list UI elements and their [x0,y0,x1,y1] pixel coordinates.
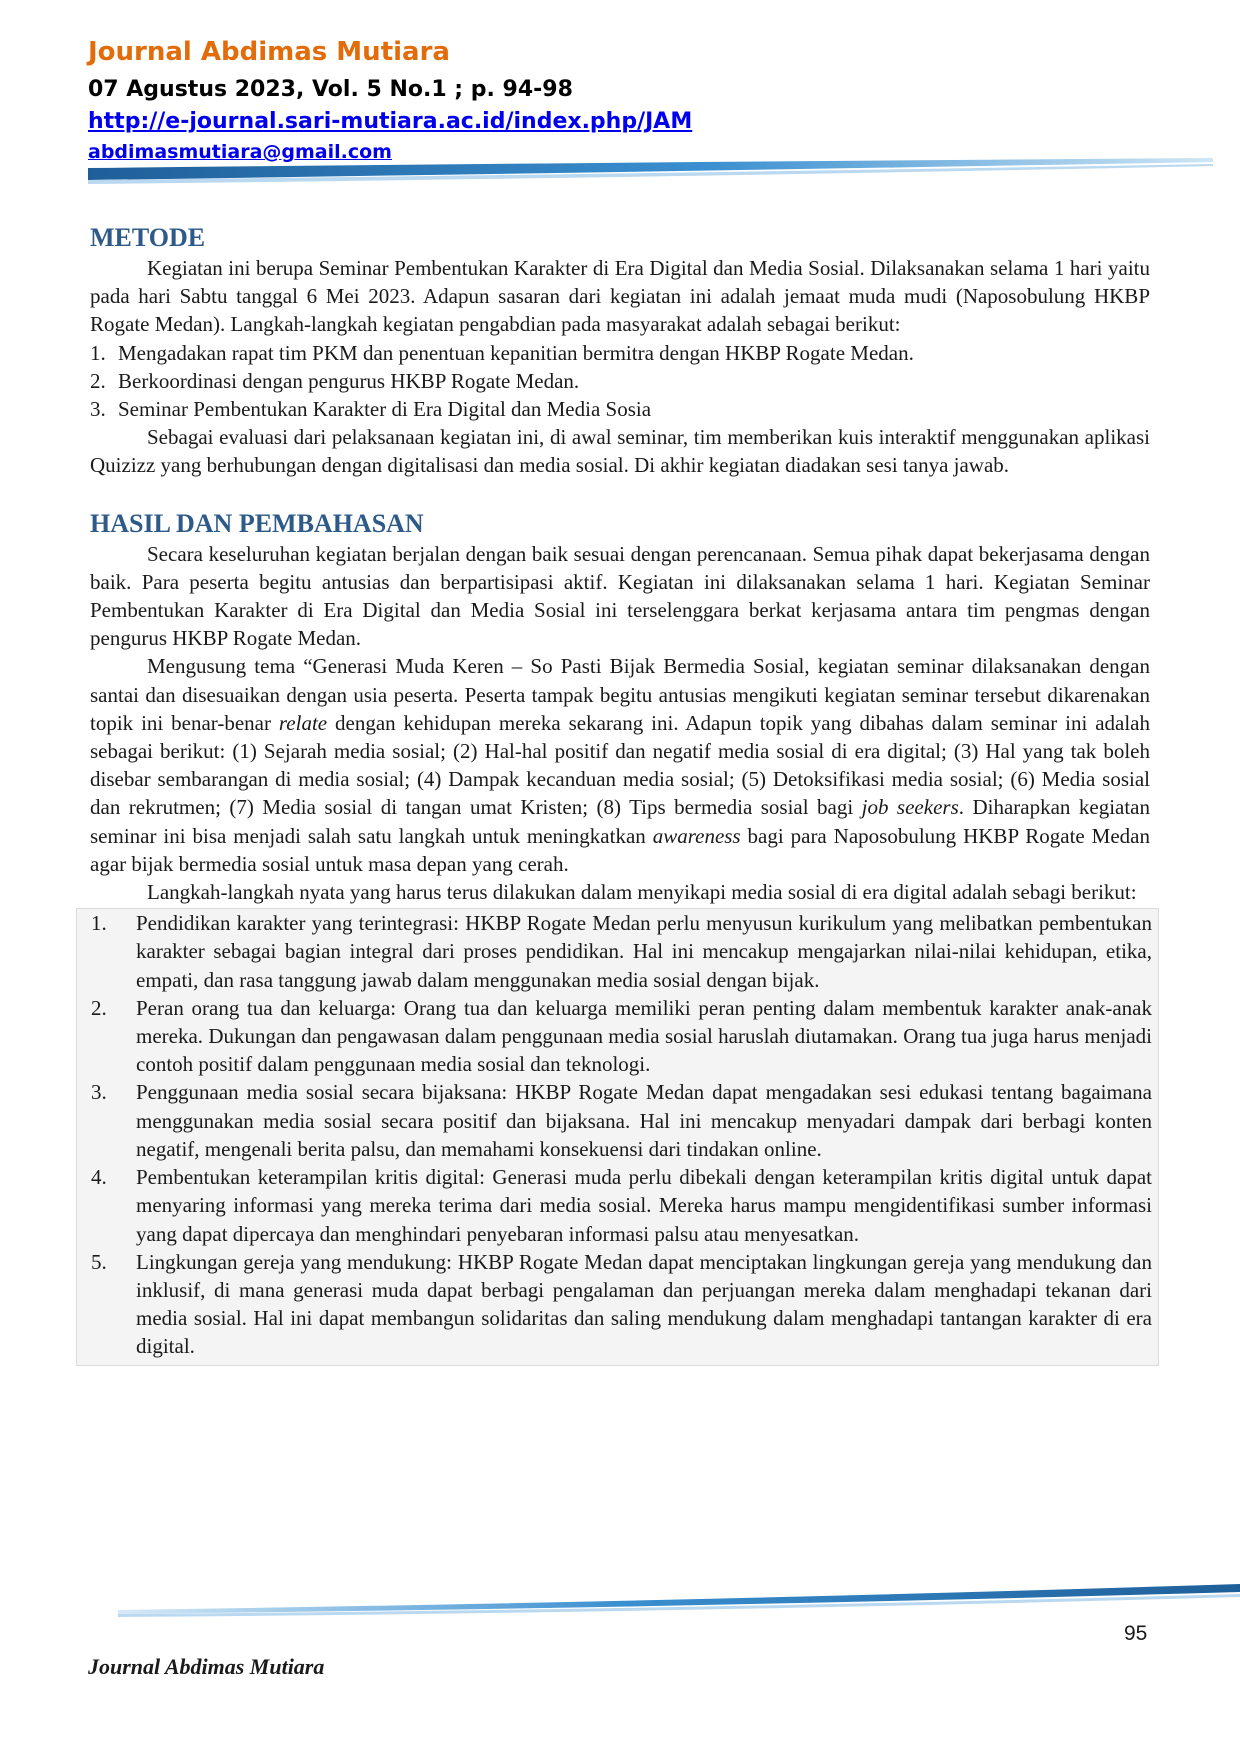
list-item [90,395,1150,423]
article-body [90,222,1150,1366]
list-number: 1. [90,340,106,365]
section-heading-hasil: HASIL DAN PEMBAHASAN [90,508,424,538]
metode-intro: Kegiatan ini berupa Seminar Pembentukan Karakter di Era Digital dan Media Sosial. Dilaksanakan selama 1 hari yaitu pada hari Sabtu tanggal 6 Mei 2023. Adapun sasaran dari kegiatan ini adalah jemaat muda mudi (Naposobulung HKBP Rogate Medan). Langkah-langkah kegiatan pengabdian pada masyarakat adalah sebagai berikut: [90,256,1150,337]
hasil-paragraph-3: Langkah-langkah nyata yang harus terus dilakukan dalam menyikapi media sosial di era digital adalah sebagi berikut: [147,880,1137,905]
list-number: 4. [91,1165,107,1190]
list-text: Lingkungan gereja yang mendukung: HKBP Rogate Medan dapat menciptakan lingkungan gereja yang mendukung dan inklusif, di mana generasi muda dapat berbagi pengalaman dan perjuangan mereka dalam menghadapi tekanan dari media sosial. Hal ini dapat membangun solidaritas dan saling mendukung dalam menghadapi tantangan karakter di era digital. [136,1249,1152,1359]
list-number: 3. [91,1080,107,1105]
italic-term: awareness [652,823,741,848]
list-item [77,994,1158,1079]
list-number: 2. [91,995,107,1020]
list-number: 1. [91,911,107,936]
list-item [77,1248,1158,1361]
list-item [90,367,1150,395]
journal-title: Journal Abdimas Mutiara [88,37,450,67]
list-text: Pendidikan karakter yang terintegrasi: HKBP Rogate Medan perlu menyusun kurikulum yang melibatkan pembentukan karakter sebagai bagian integral dari proses pendidikan. Hal ini mencakup mengajarkan nilai-nilai kehidupan, etika, empati, dan rasa tanggung jawab dalam menggunakan media sosial dengan bijak. [136,911,1152,992]
list-number: 2. [90,368,106,393]
hasil-paragraph-2: Mengusung tema “Generasi Muda Keren – So Pasti Bijak Bermedia Sosial, kegiatan seminar dilaksanakan dengan santai dan disesuaikan dengan usia peserta. Peserta tampak begitu antusias mengikuti kegiatan seminar tersebut dikarenakan topik ini benar-benar relate dengan kehidupan mereka sekarang ini. Adapun topik yang dibahas dalam seminar ini adalah sebagai berikut: (1) Sejarah media sosial; (2) Hal-hal positif dan negatif media sosial di era digital; (3) Hal yang tak boleh disebar sembarangan di media sosial; (4) Dampak kecanduan media sosial; (5) Detoksifikasi media sosial; (6) Media sosial dan rekrutmen; (7) Media sosial di tangan umat Kristen; (8) Tips bermedia sosial bagi job seekers. Diharapkan kegiatan seminar ini bisa menjadi salah satu langkah untuk meningkatkan awareness bagi para Naposobulung HKBP Rogate Medan agar bijak bermedia sosial untuk masa depan yang cerah. [90,654,1151,876]
italic-term: relate [278,710,328,735]
list-item [77,1078,1158,1163]
list-text: Seminar Pembentukan Karakter di Era Digital dan Media Sosia [118,397,652,422]
section-heading-metode: METODE [90,223,206,252]
list-item [90,339,1150,367]
list-item [77,1163,1158,1248]
journal-email-link[interactable]: abdimasmutiara@gmail.com [88,141,392,163]
list-text: Penggunaan media sosial secara bijaksana: HKBP Rogate Medan dapat mengadakan sesi edukasi tentang bagaimana menggunakan media sosial secara positif dan bijaksana. Hal ini mencakup menyadari dampak dari berbagi konten negatif, mengenali berita palsu, dan memahami konsekuensi dari tindakan online. [136,1080,1152,1161]
hasil-paragraph-1: Secara keseluruhan kegiatan berjalan dengan baik sesuai dengan perencanaan. Semua pihak dapat bekerjasama dengan baik. Para peserta begitu antusias dan berpartisipasi aktif. Kegiatan ini dilaksanakan selama 1 hari. Kegiatan Seminar Pembentukan Karakter di Era Digital dan Media Sosial ini terselenggara berkat kerjasama antara tim pengmas dengan pengurus HKBP Rogate Medan. [90,541,1150,651]
footer-divider [118,1578,1240,1618]
list-text: Mengadakan rapat tim PKM dan penentuan kepanitian bermitra dengan HKBP Rogate Medan. [118,340,914,365]
journal-header [88,36,692,164]
list-text: Berkoordinasi dengan pengurus HKBP Rogate Medan. [118,368,580,393]
list-number: 3. [90,397,106,422]
list-item [77,909,1158,994]
page-number: 95 [1124,1622,1148,1645]
steps-list-box [76,908,1159,1365]
journal-url-link[interactable]: http://e-journal.sari-mutiara.ac.id/index.php/JAM [88,109,693,134]
issue-line: 07 Agustus 2023, Vol. 5 No.1 ; p. 94-98 [88,77,573,102]
italic-term: job seekers [861,795,959,820]
footer-journal-name: Journal Abdimas Mutiara [88,1654,325,1679]
list-text: Pembentukan keterampilan kritis digital: Generasi muda perlu dibekali dengan keterampilan kritis digital untuk dapat menyaring informasi yang mereka terima dari media sosial. Mereka harus mampu mengidentifikasi sumber informasi yang dapat dipercaya dan menghindari penyebaran informasi palsu atau menyesatkan. [136,1165,1152,1246]
list-text: Peran orang tua dan keluarga: Orang tua dan keluarga memiliki peran penting dalam membentuk karakter anak-anak mereka. Dukungan dan pengawasan dalam penggunaan media sosial haruslah diutamakan. Orang tua juga harus menjadi contoh positif dalam penggunaan media sosial dan teknologi. [136,995,1152,1077]
header-divider [88,158,1213,186]
metode-evaluation: Sebagai evaluasi dari pelaksanaan kegiatan ini, di awal seminar, tim memberikan kuis interaktif menggunakan aplikasi Quizizz yang berhubungan dengan digitalisasi dan media sosial. Di akhir kegiatan diadakan sesi tanya jawab. [90,425,1150,478]
metode-steps [90,339,1150,424]
list-number: 5. [91,1249,107,1274]
